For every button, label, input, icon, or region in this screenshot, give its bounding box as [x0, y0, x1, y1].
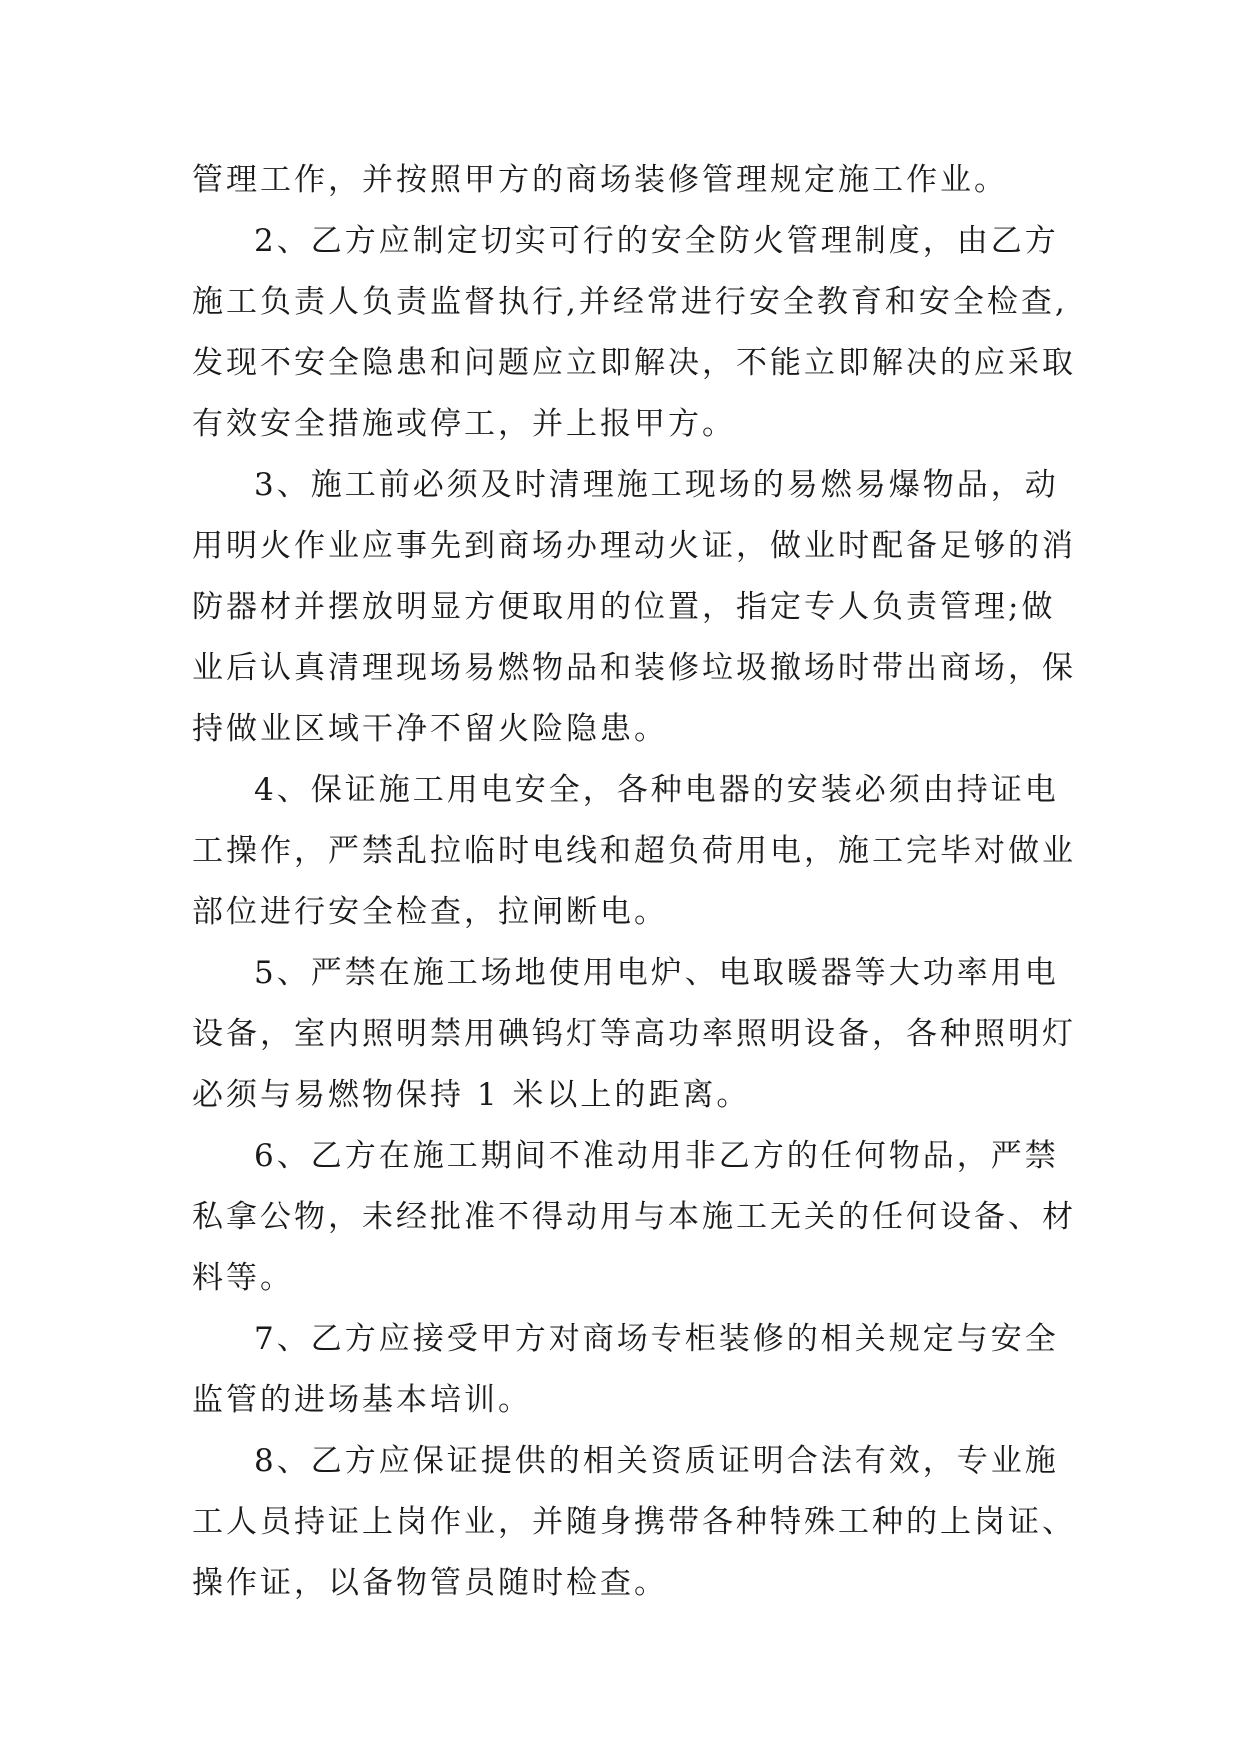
paragraph-3-start: 3、施工前必须及时清理施工现场的易燃易爆物品，动 — [254, 467, 1059, 503]
text-line: 部位进行安全检查，拉闸断电。 — [192, 894, 668, 930]
text-line: 工操作，严禁乱拉临时电线和超负荷用电，施工完毕对做业 — [192, 833, 1076, 869]
text-line: 发现不安全隐患和问题应立即解决，不能立即解决的应采取 — [192, 345, 1076, 381]
text-line: 私拿公物，未经批准不得动用与本施工无关的任何设备、材 — [192, 1199, 1076, 1235]
text-line: 监管的进场基本培训。 — [192, 1382, 532, 1418]
text-line: 设备，室内照明禁用碘钨灯等高功率照明设备，各种照明灯 — [192, 1016, 1076, 1052]
document-body — [192, 150, 1076, 1614]
text-line: 施工负责人负责监督执行,并经常进行安全教育和安全检查, — [192, 284, 1068, 320]
text-line: 防器材并摆放明显方便取用的位置，指定专人负责管理;做 — [192, 589, 1056, 625]
paragraph-7-start: 7、乙方应接受甲方对商场专柜装修的相关规定与安全 — [254, 1321, 1059, 1357]
paragraph-6-start: 6、乙方在施工期间不准动用非乙方的任何物品，严禁 — [254, 1138, 1059, 1174]
text-line: 业后认真清理现场易燃物品和装修垃圾撤场时带出商场，保 — [192, 650, 1076, 686]
paragraph-8-start: 8、乙方应保证提供的相关资质证明合法有效，专业施 — [254, 1443, 1059, 1479]
text-line: 管理工作，并按照甲方的商场装修管理规定施工作业。 — [192, 162, 1008, 198]
text-line: 用明火作业应事先到商场办理动火证，做业时配备足够的消 — [192, 528, 1076, 564]
text-line: 持做业区域干净不留火险隐患。 — [192, 711, 668, 747]
text-line: 有效安全措施或停工，并上报甲方。 — [192, 406, 736, 442]
paragraph-4-start: 4、保证施工用电安全，各种电器的安装必须由持证电 — [254, 772, 1059, 808]
text-line: 工人员持证上岗作业，并随身携带各种特殊工种的上岗证、 — [192, 1504, 1076, 1540]
paragraph-5-start: 5、严禁在施工场地使用电炉、电取暖器等大功率用电 — [254, 955, 1059, 991]
text-line: 操作证，以备物管员随时检查。 — [192, 1565, 668, 1601]
text-line: 料等。 — [192, 1260, 294, 1296]
paragraph-2-start: 2、乙方应制定切实可行的安全防火管理制度，由乙方 — [254, 223, 1059, 259]
text-line: 必须与易燃物保持 1 米以上的距离。 — [192, 1077, 751, 1113]
